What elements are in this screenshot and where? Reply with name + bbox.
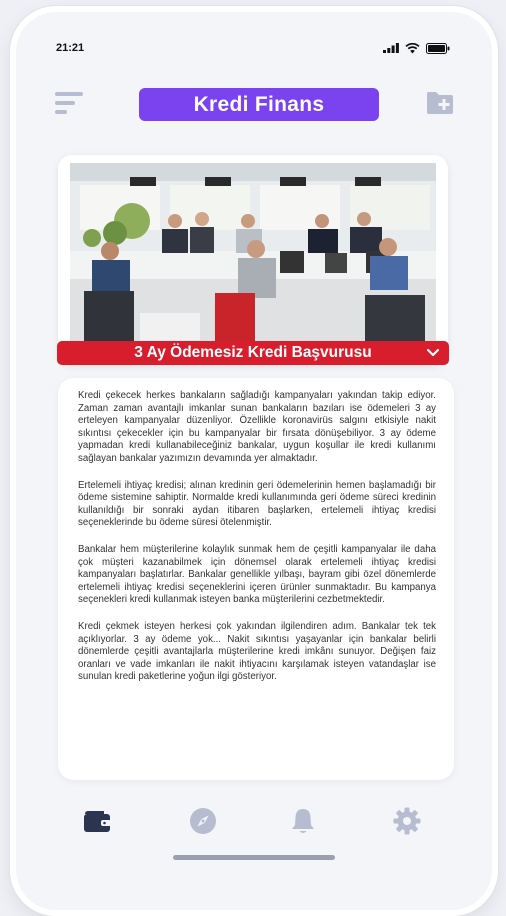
article-image-card — [58, 155, 448, 365]
compass-icon — [189, 807, 217, 835]
menu-icon-line — [55, 110, 67, 114]
bottom-tab-bar — [70, 806, 440, 836]
app-title: Kredi Finans — [139, 88, 379, 121]
battery-icon — [426, 43, 450, 54]
article-paragraph: Kredi çekecek herkes bankaların sağladığı kampanyaları yakından takip ediyor. Zaman zaman avantajlı imkanlar sunan bankaların bazıları ise ödemeleri 3 ay erteleyen kampanyalar düzenliyor. Özellikle koronavirüs salgını etkisiyle nakit sıkıntısı çekecekler için bu kampanyalar bir fırsata dönüşebiliyor. 3 ay ödeme yapmadan kredi kullanabileceğiniz bankalar, uygun koşullar ile kredi kullanımı sağlayan bankalar yazımızın devamında yer almaktadır. — [78, 390, 436, 464]
tab-notifications[interactable] — [288, 806, 318, 836]
tab-settings[interactable] — [392, 806, 422, 836]
article-body — [58, 378, 454, 780]
add-folder-button[interactable] — [425, 90, 455, 116]
article-paragraph: Kredi çekmek isteyen herkesi çok yakından ilgilendiren adım. Bankalar tek tek açıklıyorlar. 3 ay ödeme yok... Nakit sıkıntısı yaşayanlar için bankalar belirli dönemlerde çeşitli avantajlarla müşterilerine kredi imkânı sunuyor. Değişen faiz oranları ve vade imkanları ile nakit ihtiyacını karşılamak isteyen vatandaşlar ise sunulan kredi paketlerine yoğun ilgi gösteriyor. — [78, 620, 436, 683]
article-title: 3 Ay Ödemesiz Kredi Başvurusu — [134, 344, 372, 361]
menu-button[interactable] — [55, 92, 85, 116]
status-icons — [383, 43, 450, 54]
gear-icon — [393, 807, 421, 835]
wifi-icon — [405, 43, 420, 54]
bell-icon — [290, 807, 316, 835]
status-time: 21:21 — [56, 42, 85, 54]
add-folder-icon — [425, 90, 455, 116]
article-paragraph: Ertelemeli ihtiyaç kredisi; alınan kredinin geri ödemelerinin hemen başlamadığı bir ödeme sistemine sahiptir. Normalde kredi kullanımında geri ödeme süreci kredinin kullanıldığı bir sonraki aydan itibaren başlarken, ertelemeli ihtiyaç kredisi seçeneklerinde bu ödeme süresi ötelenmiştir. — [78, 479, 436, 529]
chevron-down-icon[interactable] — [425, 346, 441, 360]
menu-icon — [55, 92, 83, 96]
wallet-icon — [82, 809, 112, 833]
status-bar — [56, 40, 450, 56]
menu-icon-line — [55, 101, 75, 105]
app-bar — [55, 86, 455, 122]
article-title-banner[interactable] — [57, 341, 449, 365]
home-indicator[interactable] — [173, 855, 335, 860]
tab-explore[interactable] — [188, 806, 218, 836]
signal-icon — [383, 43, 399, 53]
article-photo — [70, 163, 436, 341]
article-paragraph: Bankalar hem müşterilerine kolaylık sunmak hem de çeşitli kampanyalar ile daha çok müşteri kazanabilmek için dönemsel olarak ertelemeli ihtiyaç kredisi kampanyaları başlatırlar. Bankalar genellikle yılbaşı, bayram gibi özel dönemlerde ertelemeli ihtiyaç kredisi seçeneklerini içeren ürünler sunmaktadır. Bu kampanya seçenekleri kredi kullanmak isteyen banka müşterilerini cezbetmektedir. — [78, 543, 436, 606]
tab-wallet[interactable] — [82, 806, 112, 836]
